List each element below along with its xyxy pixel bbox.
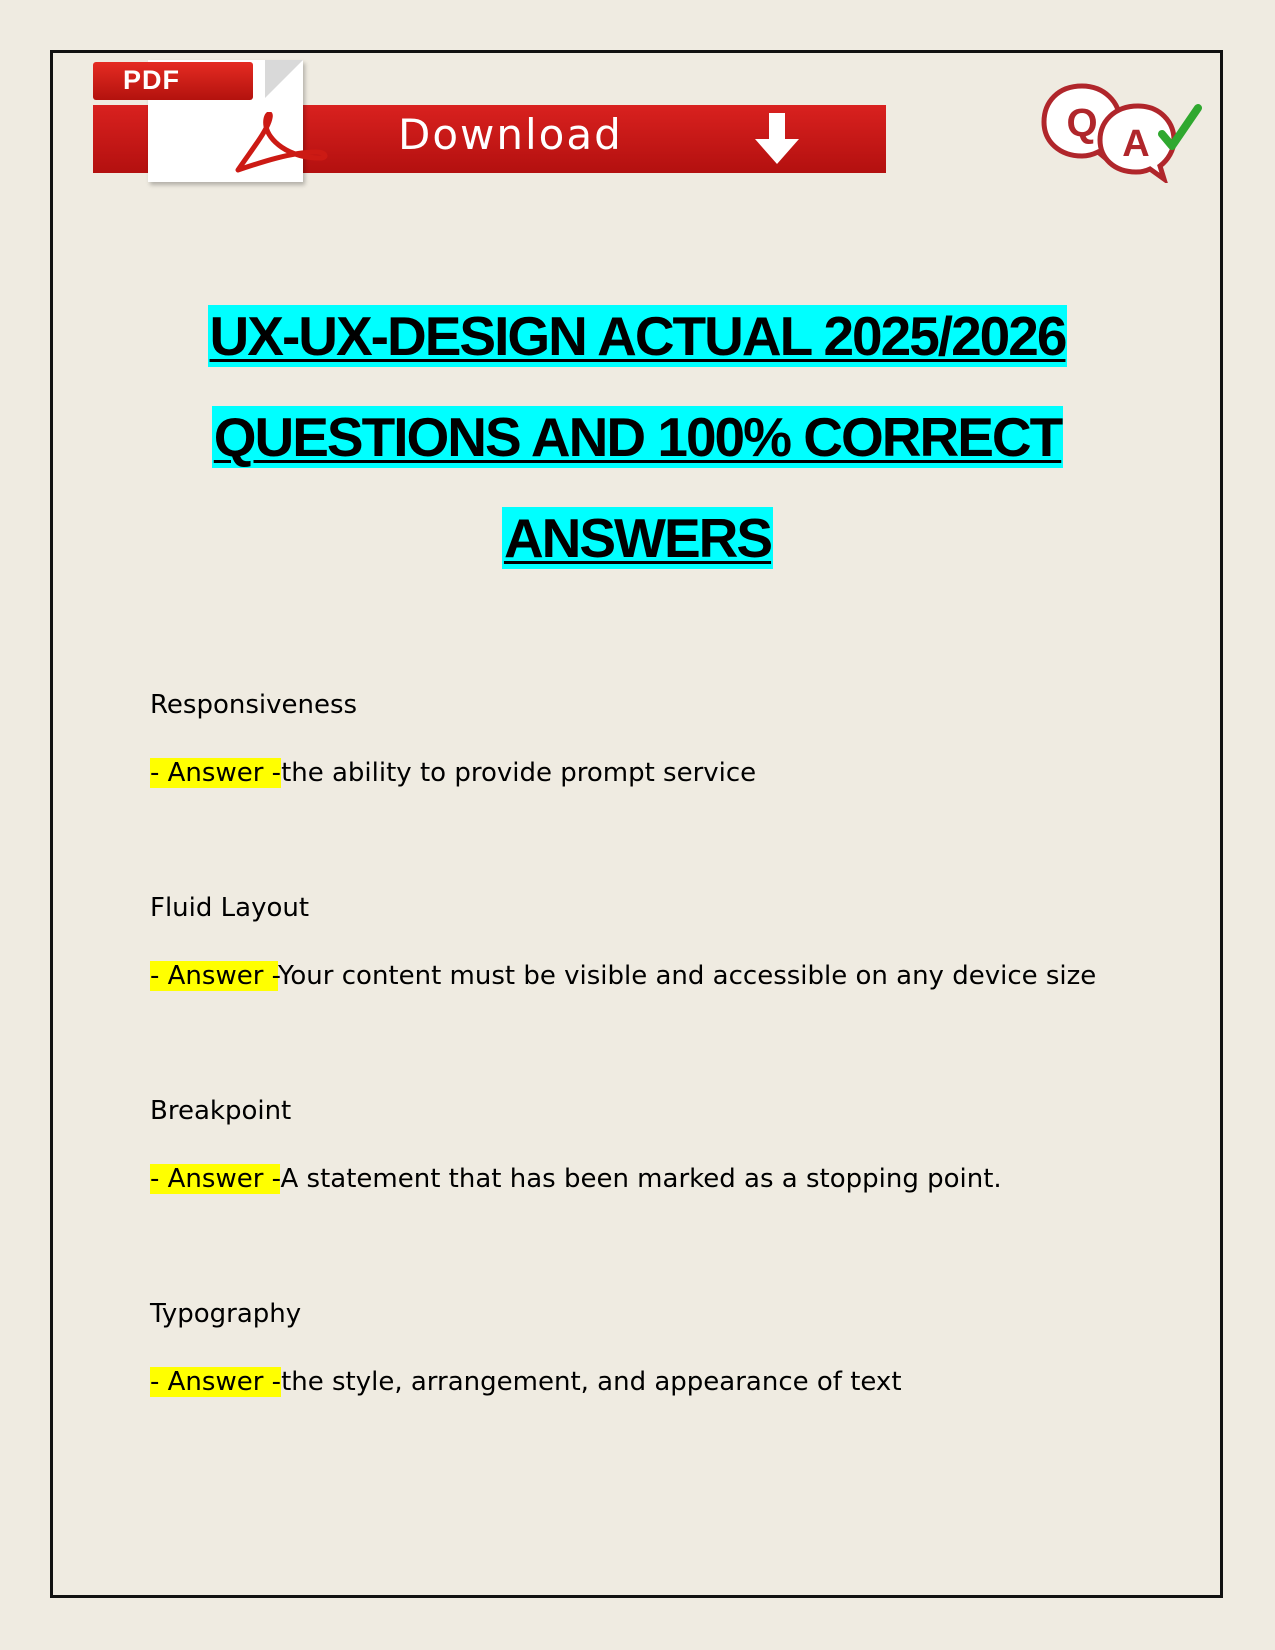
answer-text: Your content must be visible and accessible on any device size xyxy=(277,961,1097,991)
answer-text: the style, arrangement, and appearance of text xyxy=(281,1367,902,1397)
download-label: Download xyxy=(398,110,623,159)
acrobat-icon xyxy=(220,112,330,176)
answer-row xyxy=(150,758,756,788)
question-text: Fluid Layout xyxy=(150,893,310,923)
download-arrow-icon xyxy=(754,113,800,165)
answer-prefix: - Answer - xyxy=(150,758,282,788)
answer-text: A statement that has been marked as a stopping point. xyxy=(280,1164,1002,1194)
answer-row xyxy=(150,961,1096,991)
answer-row xyxy=(150,1367,902,1397)
document-title xyxy=(80,305,1195,608)
pdf-download-banner[interactable] xyxy=(93,60,886,185)
title-line-1: UX-UX-DESIGN ACTUAL 2025/2026 xyxy=(209,305,1066,367)
answer-text: the ability to provide prompt service xyxy=(281,758,757,788)
qa-logo-icon xyxy=(1040,78,1210,183)
pdf-tab xyxy=(93,62,253,100)
title-line-3: ANSWERS xyxy=(503,507,772,569)
pdf-label: PDF xyxy=(123,65,180,95)
page-fold xyxy=(265,60,303,98)
question-text: Breakpoint xyxy=(150,1096,292,1126)
q-letter: Q xyxy=(1066,101,1098,145)
answer-prefix: - Answer - xyxy=(150,1164,281,1194)
question-text: Typography xyxy=(150,1299,302,1329)
answer-prefix: - Answer - xyxy=(150,1367,282,1397)
answer-row xyxy=(150,1164,1002,1194)
page-border xyxy=(50,50,1223,1598)
a-letter: A xyxy=(1122,123,1150,165)
title-line-2: QUESTIONS AND 100% CORRECT xyxy=(213,406,1062,468)
question-text: Responsiveness xyxy=(150,690,358,720)
answer-prefix: - Answer - xyxy=(150,961,278,991)
